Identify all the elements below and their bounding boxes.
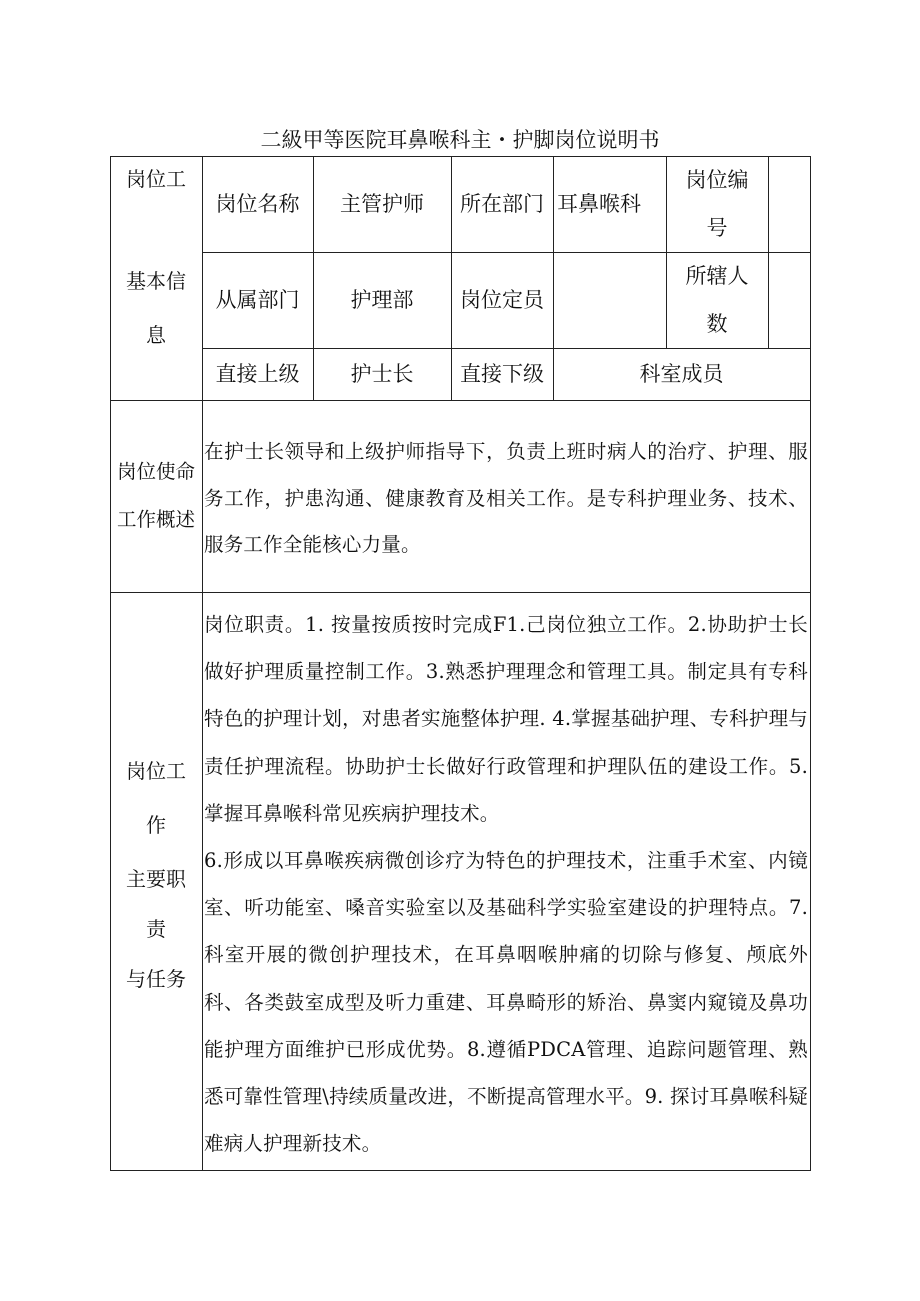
mission-label-line: 工作概述 — [116, 508, 195, 531]
field-label-direct-subordinate: 直接下级 — [460, 362, 544, 386]
mission-label-line: 岗位使命 — [116, 460, 195, 483]
mission-text: 在护士长领导和上级护师指导下，负责上班时病人的治疗、护理、服务工作，护患沟通、健康教育及相关工作。是专科护理业务、技术、服务工作全能核心力量。 — [204, 440, 808, 556]
duties-label-line: 与任务 — [126, 967, 186, 991]
field-label-subordinates-count-line: 所辖人 — [685, 264, 749, 288]
field-label-headcount: 岗位定员 — [460, 288, 544, 312]
field-value-department: 耳鼻喉科 — [557, 192, 641, 216]
field-label-subordinates-count-line: 数 — [706, 312, 728, 336]
duties-label-line: 岗位工 — [126, 759, 186, 783]
basic-info-label-line: 息 — [146, 323, 166, 347]
basic-info-label-line: 基本信 — [126, 269, 186, 293]
duties-label-line: 主要职 — [126, 867, 186, 891]
field-value-direct-superior: 护士长 — [350, 362, 414, 386]
field-label-parent-department: 从属部门 — [215, 288, 300, 312]
field-label-department: 所在部门 — [460, 192, 544, 216]
table-border-bottom — [110, 1170, 810, 1171]
field-label-position-name: 岗位名称 — [215, 192, 300, 216]
section-divider — [110, 592, 810, 593]
field-value-direct-subordinate: 科室成员 — [639, 362, 724, 386]
duties-label-line: 责 — [146, 917, 166, 941]
duties-text — [204, 601, 808, 1167]
field-label-direct-superior: 直接上级 — [215, 362, 300, 386]
field-label-position-code — [666, 156, 768, 252]
duties-label — [110, 752, 202, 998]
duties-paragraph: 6.形成以耳鼻喉疾病微创诊疗为特色的护理技术，注重手术室、内镜室、听功能室、嗓音实验室以及基础科学实验室建设的护理特点。7.科室开展的微创护理技术，在耳鼻咽喉肿痛的切除与修复、颅底外科、各类鼓室成型及听力重建、耳鼻畸形的矫治、鼻窦内窥镜及鼻功能护理方面维护已形成优势。8.遵循PDCA管理、追踪问题管理、熟悉可靠性管理\持续质量改进，不断提高管理水平。9. 探讨耳鼻喉科疑难病人护理新技术。 — [204, 849, 808, 1156]
basic-info-label — [110, 162, 202, 352]
field-value-position-name: 主管护师 — [340, 192, 424, 216]
duties-label-line: 作 — [146, 813, 166, 837]
field-label-subordinates-count — [666, 252, 768, 348]
field-value-headcount — [553, 252, 666, 348]
document-title: 二級甲等医院耳鼻喉科主・护脚岗位说明书 — [260, 128, 660, 152]
field-value-subordinates-count — [768, 252, 810, 348]
field-value-parent-department: 护理部 — [350, 288, 414, 312]
table-border-right — [810, 156, 811, 1171]
mission-label — [110, 400, 202, 592]
field-label-position-code-line: 号 — [706, 216, 728, 240]
field-value-position-code — [768, 156, 810, 252]
basic-info-label-line: 岗位工 — [126, 167, 186, 191]
duties-paragraph: 岗位职责。1. 按量按质按时完成F1.己岗位独立工作。2.协助护士长做好护理质量控制工作。3.熟悉护理理念和管理工具。制定具有专科特色的护理计划，对患者实施整体护理. 4.掌握基础护理、专科护理与责任护理流程。协助护士长做好行政管理和护理队伍的建设工作。5.掌握耳鼻喉科常见疾病护理技术。 — [204, 613, 808, 825]
field-label-position-code-line: 岗位编 — [685, 168, 749, 192]
